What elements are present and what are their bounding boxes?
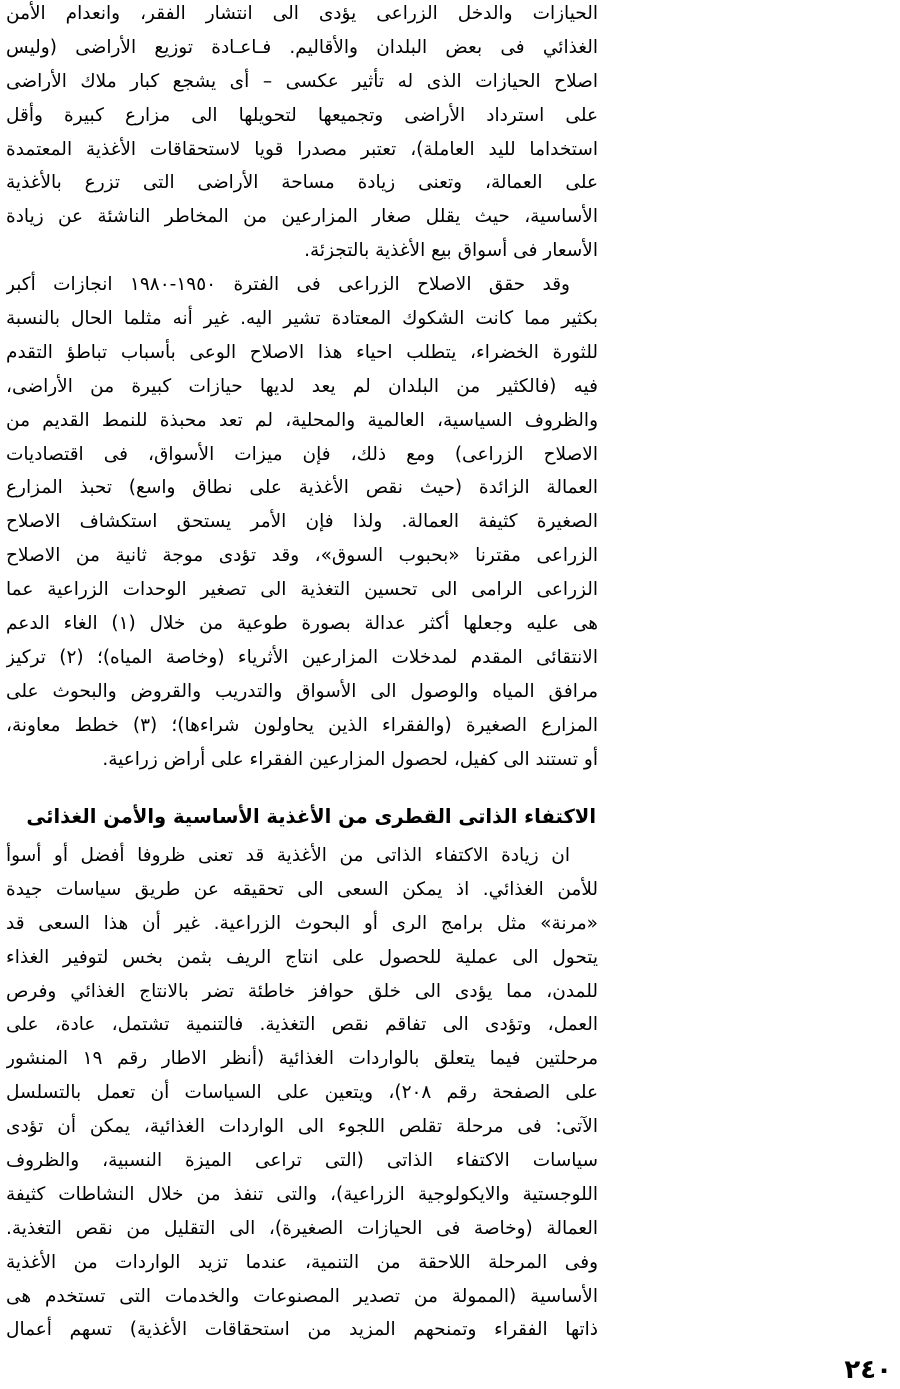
text-line: الصغيرة كثيفة العمالة. ولذا فإن الأمر يستحق استكشاف الاصلاح [6, 511, 598, 533]
text-line: ذاتها الفقراء وتمنحهم المزيد من استحقاقات الأغذية) تسهم أعمال [6, 1319, 598, 1341]
text-line: «مرنة» مثل برامج الرى أو البحوث الزراعية. غير أن هذا السعى قد [6, 912, 598, 934]
text-line: اللوجستية والايكولوجية الزراعية)، والتى تنفذ من خلال النشاطات كثيفة [6, 1183, 598, 1205]
text-line: الاصلاح الزراعى) ومع ذلك، فإن ميزات الأسواق، فى اقتصاديات [6, 443, 598, 465]
text-line: سياسات الاكتفاء الذاتى (التى تراعى الميزة النسبية، والظروف [6, 1150, 598, 1172]
text-line: الزراعى الرامى الى تحسين التغذية الى تصغير الوحدات الزراعية عما [6, 579, 598, 601]
text-line: الأساسية، حيث يقلل صغار المزارعين من المخاطر الناشئة عن زيادة [6, 206, 598, 228]
text-line: بكثير مما كانت الشكوك المعتادة تشير اليه. غير أنه مثلما الحال بالنسبة [6, 308, 598, 330]
text-line: للأمن الغذائي. اذ يمكن السعى الى تحقيقه عن طريق سياسات جيدة [6, 878, 598, 900]
text-line: اصلاح الحيازات الذى له تأثير عكسى – أى يشجع كبار ملاك الأراضى [6, 70, 598, 92]
text-line: العمالة (وخاصة فى الحيازات الصغيرة)، الى التقليل من نقص التغذية. [6, 1217, 598, 1239]
text-line: على استرداد الأراضى وتجميعها لتحويلها الى مزارع كبيرة وأقل [6, 104, 598, 126]
text-line: الآتى: فى مرحلة تقلص اللجوء الى الواردات الغذائية، يمكن أن تؤدى [6, 1116, 598, 1138]
text-line: والظروف السياسية، العالمية والمحلية، لم تعد محبذة للنمط القديم من [6, 409, 598, 431]
text-line: مرافق المياه والوصول الى الأسواق والتدريب والقروض والبحوث على [6, 680, 598, 702]
text-line: وقد حقق الاصلاح الزراعى فى الفترة ١٩٥٠-١٩٨٠ انجازات أكبر [6, 274, 570, 296]
text-line: يتحول الى عملية للحصول على انتاج الريف بثمن بخس لتوفير الغذاء [6, 946, 598, 968]
body-text-section-1 [6, 0, 598, 776]
text-line: الانتقائى المقدم لمدخلات المزارعين الأثرياء (وخاصة المياه)؛ (٢) تركيز [6, 646, 598, 668]
text-line: فيه (فالكثير من البلدان لم يعد لديها حيازات كبيرة من الأراضى، [6, 375, 598, 397]
text-line: للثورة الخضراء، يتطلب احياء هذا الاصلاح الوعى بأسباب تباطؤ التقدم [6, 341, 598, 363]
body-text-section-2 [6, 839, 598, 1347]
text-line: استخداما لليد العاملة)، تعتبر مصدرا قويا لاستحقاقات الأغذية المعتمدة [6, 138, 598, 160]
text-line: الحيازات والدخل الزراعى يؤدى الى انتشار الفقر، وانعدام الأمن [6, 3, 598, 24]
text-line: الأسعار فى أسواق بيع الأغذية بالتجزئة. [304, 240, 598, 262]
text-line: الغذائي فى بعض البلدان والأقاليم. فـاعـادة توزيع الأراضى (وليس [6, 36, 598, 58]
text-line: للمدن، مما يؤدى الى خلق حوافز خاطئة تضر بالانتاج الغذائي وفرص [6, 980, 598, 1002]
text-line: الأساسية (الممولة من تصدير المصنوعات والخدمات التى تستخدم هى [6, 1285, 598, 1307]
section-heading: الاكتفاء الذاتى القطرى من الأغذية الأساسية والأمن الغذائى [26, 805, 596, 828]
page-number: ٢٤٠ [844, 1355, 892, 1385]
text-line: ان زيادة الاكتفاء الذاتى من الأغذية قد تعنى ظروفا أفضل أو أسوأ [6, 845, 570, 866]
text-line: وفى المرحلة اللاحقة من التنمية، عندما تزيد الواردات من الأغذية [6, 1251, 598, 1273]
text-line: على الصفحة رقم ٢٠٨)، ويتعين على السياسات أن تعمل بالتسلسل [6, 1082, 598, 1104]
text-line: العمل، وتؤدى الى تفاقم نقص التغذية. فالتنمية تشتمل، عادة، على [6, 1014, 598, 1036]
text-line: مرحلتين فيما يتعلق بالواردات الغذائية (أنظر الاطار رقم ١٩ المنشور [6, 1048, 598, 1070]
text-line: على العمالة، وتعنى زيادة مساحة الأراضى التى تزرع بالأغذية [6, 172, 598, 194]
text-line: أو تستند الى كفيل، لحصول المزارعين الفقراء على أراض زراعية. [102, 748, 598, 770]
text-line: هى عليه وجعلها أكثر عدالة بصورة طوعية من خلال (١) الغاء الدعم [6, 613, 598, 635]
text-line: الزراعى مقترنا «بحبوب السوق»، وقد تؤدى موجة ثانية من الاصلاح [6, 545, 598, 567]
text-line: المزارع الصغيرة (والفقراء الذين يحاولون شراءها)؛ (٣) خطط معاونة، [6, 714, 598, 736]
text-line: العمالة الزائدة (حيث نقص الأغذية على نطاق واسع) تحبذ المزارع [6, 477, 598, 499]
